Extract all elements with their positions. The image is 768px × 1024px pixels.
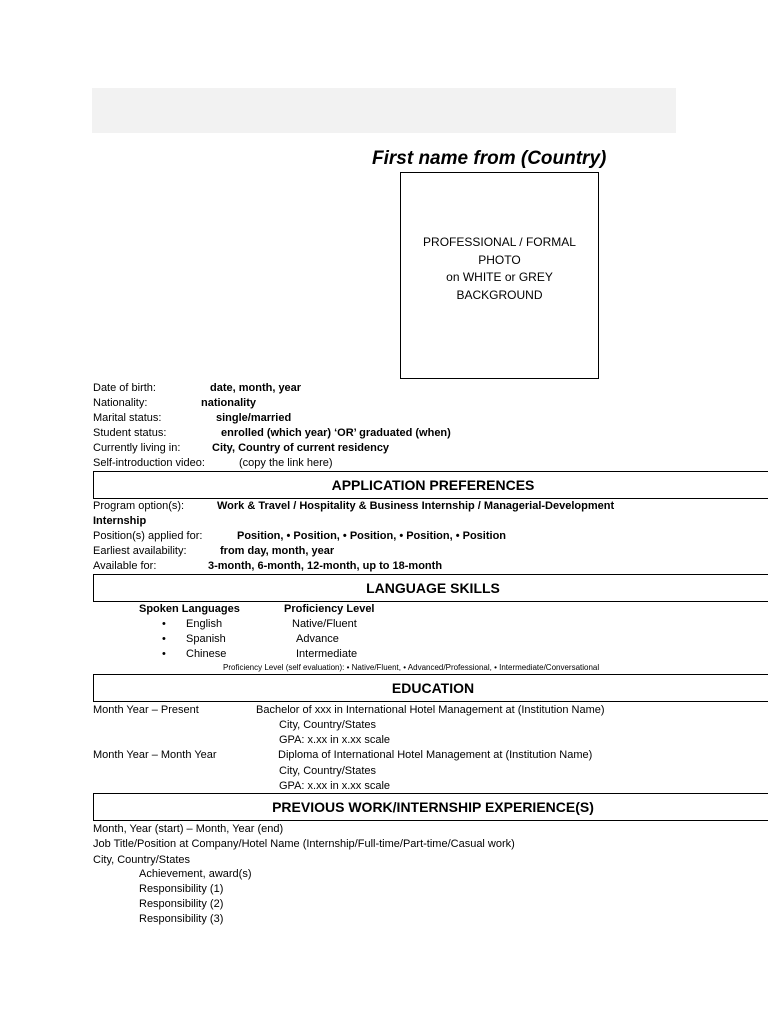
- spoken-languages-header: Spoken Languages: [139, 603, 240, 615]
- candidate-name-title: First name from (Country): [372, 148, 607, 169]
- photo-instructions: [401, 234, 598, 304]
- education-heading: EDUCATION: [93, 674, 768, 702]
- experience-title: Job Title/Position at Company/Hotel Name (Internship/Full-time/Part-time/Casual work): [93, 838, 515, 850]
- experience-period: Month, Year (start) – Month, Year (end): [93, 823, 284, 835]
- photo-instruction-line: BACKGROUND: [456, 287, 543, 302]
- language-skills-heading: LANGUAGE SKILLS: [93, 574, 768, 602]
- education-gpa: GPA: x.xx in x.xx scale: [279, 780, 391, 792]
- nationality-value: nationality: [201, 397, 257, 409]
- dob-value: date, month, year: [210, 382, 302, 394]
- positions-label: Position(s) applied for:: [93, 530, 203, 542]
- program-label: Program option(s):: [93, 500, 185, 512]
- available-for-label: Available for:: [93, 560, 157, 572]
- education-gpa: GPA: x.xx in x.xx scale: [279, 734, 391, 746]
- experience-heading: PREVIOUS WORK/INTERNSHIP EXPERIENCE(S): [93, 793, 768, 821]
- marital-status-value: single/married: [216, 412, 292, 424]
- language-level: Native/Fluent: [292, 618, 357, 630]
- marital-status-label: Marital status:: [93, 412, 162, 424]
- language-name: English: [186, 618, 223, 630]
- experience-item: Responsibility (3): [139, 913, 224, 925]
- positions-value: Position, • Position, • Position, • Position, • Position: [237, 530, 507, 542]
- education-degree: Bachelor of xxx in International Hotel Management at (Institution Name): [256, 704, 605, 716]
- bullet-icon: •: [162, 618, 166, 630]
- earliest-availability-value: from day, month, year: [220, 545, 335, 557]
- earliest-availability-label: Earliest availability:: [93, 545, 187, 557]
- video-link[interactable]: (copy the link here): [239, 457, 333, 469]
- photo-placeholder: [400, 172, 599, 379]
- header-band: [92, 88, 676, 133]
- photo-instruction-line: PROFESSIONAL / FORMAL: [423, 235, 576, 249]
- bullet-icon: •: [162, 648, 166, 660]
- nationality-label: Nationality:: [93, 397, 148, 409]
- program-value-continued: Internship: [93, 515, 147, 527]
- student-status-value: enrolled (which year) ‘OR’ graduated (when): [221, 427, 451, 439]
- application-preferences-heading: APPLICATION PREFERENCES: [93, 471, 768, 499]
- language-level: Intermediate: [296, 648, 358, 660]
- language-name: Spanish: [186, 633, 226, 645]
- experience-item: Responsibility (2): [139, 898, 224, 910]
- education-location: City, Country/States: [279, 765, 376, 777]
- education-location: City, Country/States: [279, 719, 376, 731]
- experience-item: Achievement, award(s): [139, 868, 252, 880]
- photo-instruction-line: on WHITE or GREY: [446, 270, 553, 284]
- experience-item: Responsibility (1): [139, 883, 224, 895]
- proficiency-note: Proficiency Level (self evaluation): • Native/Fluent, • Advanced/Professional, • Intermediate/Conversational: [223, 663, 600, 672]
- program-value: Work & Travel / Hospitality & Business Internship / Managerial-Development: [217, 500, 615, 512]
- education-period: Month Year – Month Year: [93, 749, 217, 761]
- experience-location: City, Country/States: [93, 854, 190, 866]
- photo-instruction-line: PHOTO: [478, 252, 521, 267]
- language-name: Chinese: [186, 648, 227, 660]
- education-degree: Diploma of International Hotel Management at (Institution Name): [278, 749, 593, 761]
- proficiency-level-header: Proficiency Level: [284, 603, 375, 615]
- available-for-value: 3-month, 6-month, 12-month, up to 18-month: [208, 560, 443, 572]
- current-residence-label: Currently living in:: [93, 442, 181, 454]
- language-level: Advance: [296, 633, 339, 645]
- bullet-icon: •: [162, 633, 166, 645]
- education-period: Month Year – Present: [93, 704, 199, 716]
- current-residence-value: City, Country of current residency: [212, 442, 390, 454]
- student-status-label: Student status:: [93, 427, 167, 439]
- dob-label: Date of birth:: [93, 382, 156, 394]
- video-label: Self-introduction video:: [93, 457, 205, 469]
